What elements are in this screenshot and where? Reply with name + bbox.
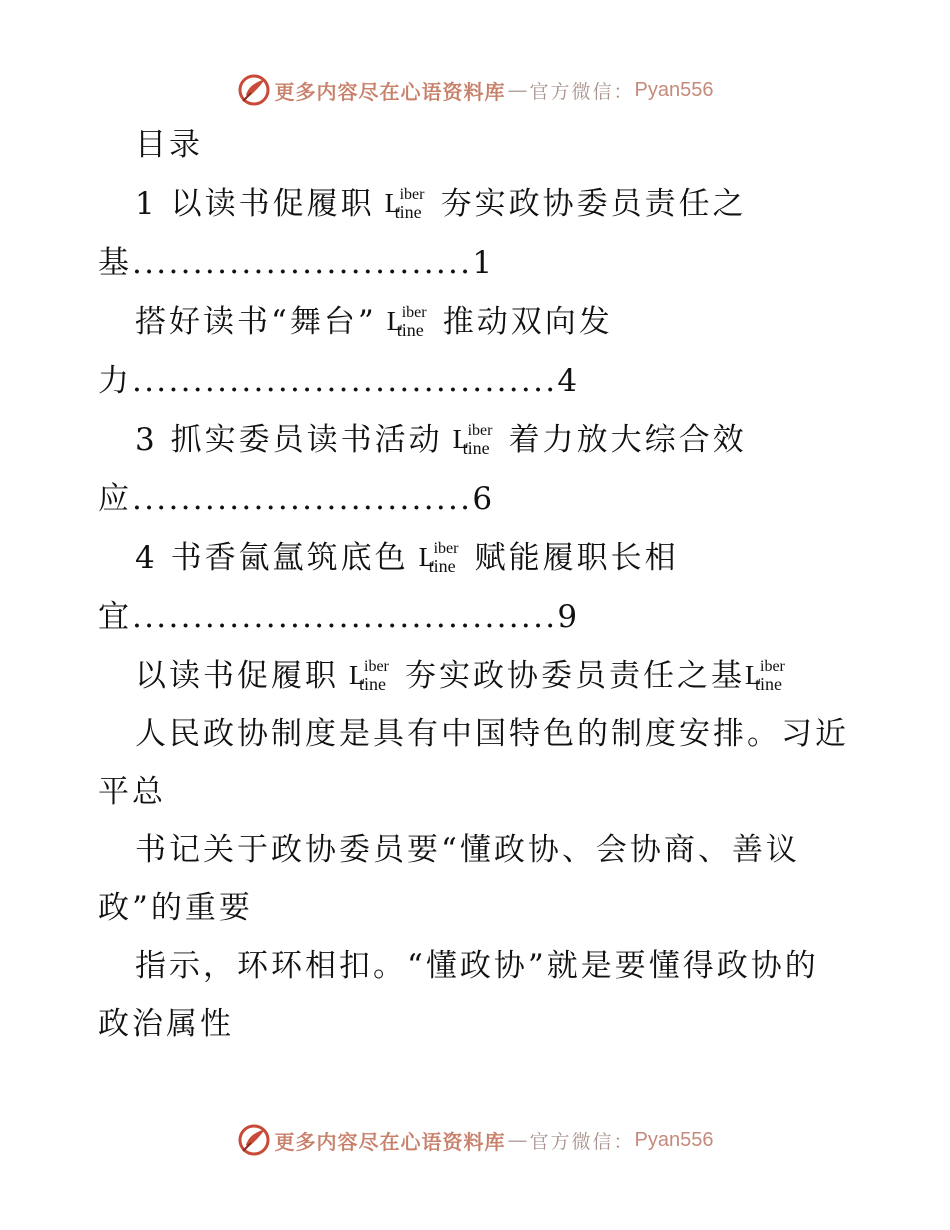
toc-entry-head: 1 以读书促履职 — [135, 186, 375, 222]
logo-icon — [237, 73, 271, 107]
toc-entry-head: 3 抓实委员读书活动 — [135, 422, 443, 458]
toc-entry-1[interactable] — [135, 184, 935, 224]
toc-page-number: 4 — [557, 363, 581, 399]
toc-entry-4-wrap[interactable] — [98, 597, 938, 637]
toc-page-number: 6 — [472, 481, 496, 517]
paragraph-line-wrap: 政”的重要 — [98, 890, 253, 926]
liber-mark: L iber tine — [349, 658, 389, 694]
watermark-wechat-id: Pyan556 — [634, 1128, 714, 1151]
watermark-banner-top — [0, 70, 950, 110]
section-heading — [135, 656, 935, 696]
watermark-text: 更多内容尽在心语资料库 — [274, 79, 506, 104]
paragraph-line: 人民政协制度是具有中国特色的制度安排。习近 — [135, 716, 849, 752]
toc-leader-dots: ............................ — [132, 481, 473, 517]
section-heading-tail: 夯实政协委员责任之基 — [405, 658, 745, 694]
toc-leader-dots: ................................... — [132, 599, 558, 635]
toc-entry-3[interactable] — [135, 420, 935, 460]
toc-entry-wrap-text: 宜 — [98, 599, 132, 635]
toc-entry-tail: 赋能履职长相 — [474, 540, 679, 576]
toc-leader-dots: ................................... — [132, 363, 558, 399]
toc-entry-1-wrap[interactable] — [98, 243, 938, 283]
toc-entry-tail: 夯实政协委员责任之 — [440, 186, 747, 222]
toc-leader-dots: ............................ — [132, 245, 473, 281]
watermark-separator: — — [507, 1128, 528, 1152]
watermark-separator: — — [507, 78, 528, 102]
paragraph-line: 书记关于政协委员要“懂政协、会协商、善议 — [135, 832, 800, 868]
watermark-banner-bottom — [0, 1120, 950, 1160]
liber-mark: L iber tine — [384, 186, 425, 222]
section-heading-head: 以读书促履职 — [135, 658, 339, 694]
toc-entry-wrap-text: 应 — [98, 481, 132, 517]
toc-entry-tail: 着力放大综合效 — [508, 422, 747, 458]
watermark-text: 更多内容尽在心语资料库 — [274, 1129, 506, 1154]
toc-page-number: 9 — [557, 599, 581, 635]
watermark-wechat-label: 官方微信： — [529, 80, 635, 103]
toc-entry-wrap-text: 力 — [98, 363, 132, 399]
watermark-wechat-id: Pyan556 — [634, 78, 714, 101]
toc-entry-wrap-text: 基 — [98, 245, 132, 281]
toc-entry-tail: 推动双向发 — [442, 304, 613, 340]
toc-entry-2[interactable] — [135, 302, 935, 342]
toc-title: 目录 — [135, 127, 203, 163]
watermark-wechat-label: 官方微信： — [529, 1130, 635, 1153]
liber-mark: L iber tine — [386, 304, 427, 340]
paragraph-line-wrap: 政治属性 — [98, 1006, 234, 1042]
toc-page-number: 1 — [472, 245, 496, 281]
liber-mark: L iber tine — [745, 658, 785, 694]
toc-entry-head: 搭好读书“舞台” — [135, 304, 377, 340]
toc-entry-3-wrap[interactable] — [98, 479, 938, 519]
paragraph-line: 指示，环环相扣。“懂政协”就是要懂得政协的 — [135, 948, 819, 984]
toc-entry-2-wrap[interactable] — [98, 361, 938, 401]
liber-mark: L iber tine — [452, 422, 493, 458]
logo-icon — [237, 1123, 271, 1157]
paragraph-line-wrap: 平总 — [98, 774, 166, 810]
liber-mark: L iber tine — [418, 540, 459, 576]
toc-entry-4[interactable] — [135, 538, 935, 578]
toc-entry-head: 4 书香氤氲筑底色 — [135, 540, 409, 576]
